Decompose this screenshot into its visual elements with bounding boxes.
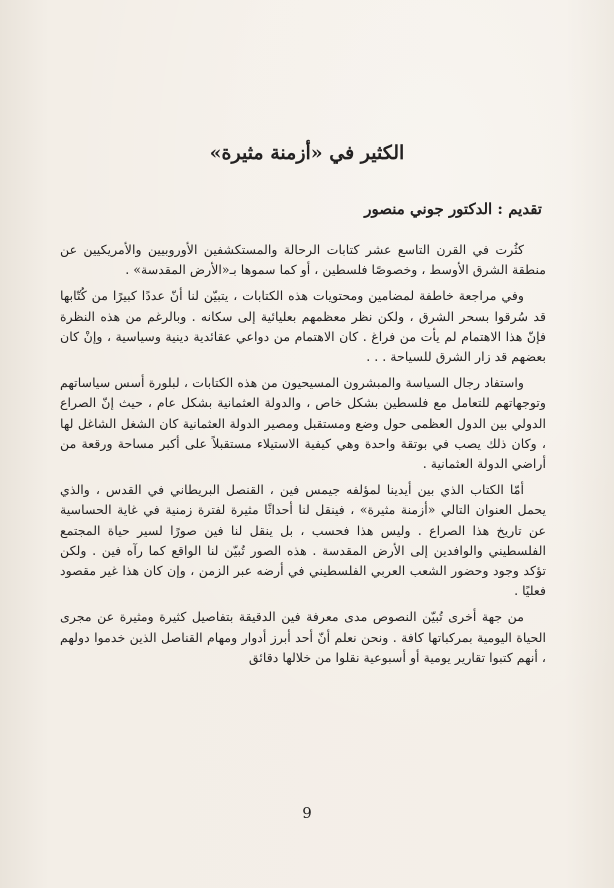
paragraph: وفي مراجعة خاطفة لمضامين ومحتويات هذه الكتابات ، يتبيّن لنا أنّ عددًا كبيرًا من كُتّابها قد سُرقوا بسحر الشرق ، ولكن نظر معظمهم بعليائية إلى سكانه . وبالرغم من هذه النظرة فإنّ هذا الاهتمام لم يأت من فراغ . كان الاهتمام من دواعي عقائدية دينية وسياسية ، وإنْ كان بعضهم قد زار الشرق للسياحة . . . [60,288,546,365]
paragraph: أمّا الكتاب الذي بين أيدينا لمؤلفه جيمس فين ، القنصل البريطاني في القدس ، والذي يحمل العنوان التالي «أزمنة مثيرة» ، فينقل لنا أحداثًا مثيرة لفترة زمنية في غاية الحساسية عن تاريخ هذا الصراع . وليس هذا فحسب ، بل ينقل لنا فين صورًا لسير حياة المجتمع الفلسطيني والوافدين إلى الأرض المقدسة . هذه الصور تُبيّن لنا الواقع كما رآه فين . ولكن تؤكد وجود وحضور الشعب العربي الفلسطيني في أرضه عبر الزمن ، وإن كان هذا غير مقصود فعليًا . [60,482,546,599]
paragraph: كثُرت في القرن التاسع عشر كتابات الرحالة والمستكشفين الأوروبيين والأمريكيين عن منطقة الشرق الأوسط ، وخصوصًا فلسطين ، أو كما سموها بـ«الأرض المقدسة» . [60,242,546,278]
paragraph: واستفاد رجال السياسة والمبشرون المسيحيون من هذه الكتابات ، لبلورة أسس سياساتهم وتوجهاتهم للتعامل مع فلسطين بشكل خاص ، والدولة العثمانية بشكل عام ، حيث إنّ الصراع الدولي بين الدول العظمى حول وضع ومستقبل ومصير الدولة العثمانية كان الشغل الشاغل لها ، وكان ذلك يصب في بوتقة واحدة وهي كيفية الاستيلاء مستقبلاً على أكبر مساحة ورقعة من أراضي الدولة العثمانية . [60,375,546,472]
page-number: 9 [302,804,312,822]
body-text [60,240,546,674]
author-byline: تقديم : الدكتور جوني منصور [364,200,542,218]
chapter-title: الكثير في «أزمنة مثيرة» [209,142,405,164]
paragraph: من جهة أخرى تُبيّن النصوص مدى معرفة فين الدقيقة بتفاصيل كثيرة ومثيرة عن مجرى الحياة اليومية بمركباتها كافة . ونحن نعلم أنّ أحد أبرز أدوار ومهام القناصل الذين خدموا دولهم ، أنهم كتبوا تقارير يومية أو أسبوعية نقلوا من خلالها دقائق [60,609,546,665]
